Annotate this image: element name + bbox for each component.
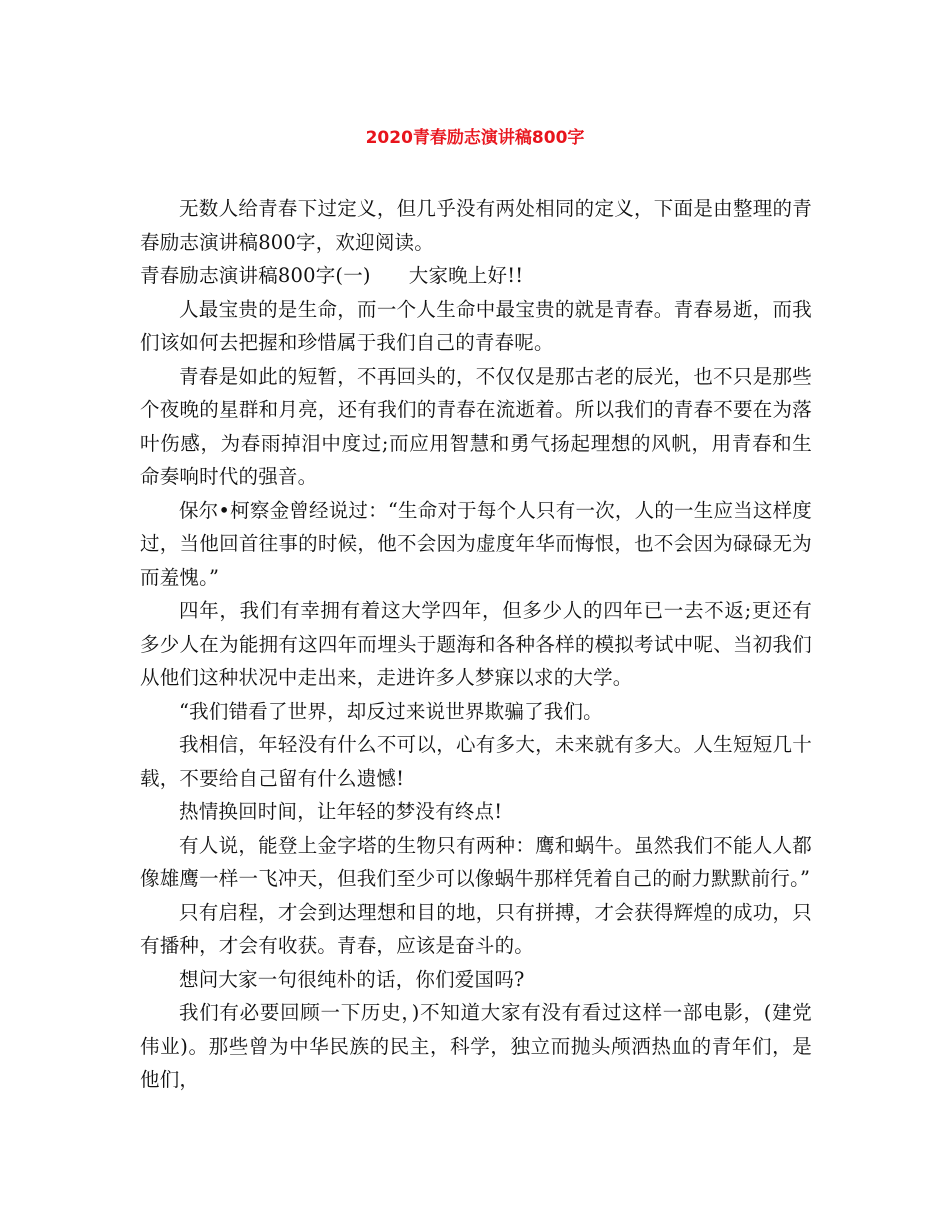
document-title: 2020青春励志演讲稿800字 (365, 128, 585, 148)
greeting: 大家晚上好!! (408, 264, 524, 287)
section-heading-line (140, 259, 812, 293)
intro-paragraph: 无数人给青春下过定义，但几乎没有两处相同的定义，下面是由整理的青春励志演讲稿800字，欢迎阅读。 (140, 197, 812, 254)
body-paragraph: “我们错看了世界，却反过来说世界欺骗了我们。 (179, 699, 603, 723)
body-paragraph: 只有启程，才会到达理想和目的地，只有拼搏，才会获得辉煌的成功，只有播种，才会有收获。青春，应该是奋斗的。 (140, 900, 812, 957)
body-paragraph: 青春是如此的短暂，不再回头的，不仅仅是那古老的辰光，也不只是那些个夜晚的星群和月亮，还有我们的青春在流逝着。所以我们的青春不要在为落叶伤感，为春雨掉泪中度过;而应用智慧和勇气扬起理想的风帆，用青春和生命奏响时代的强音。 (140, 364, 812, 488)
document-body (140, 192, 812, 1097)
body-paragraph: 我相信，年轻没有什么不可以，心有多大，未来就有多大。人生短短几十载，不要给自己留有什么遗憾! (140, 733, 812, 790)
section-heading: 青春励志演讲稿800字(一) (140, 264, 371, 287)
body-paragraph: 人最宝贵的是生命，而一个人生命中最宝贵的就是青春。青春易逝，而我们该如何去把握和珍惜属于我们自己的青春呢。 (140, 297, 812, 354)
body-paragraph: 热情换回时间，让年轻的梦没有终点! (179, 800, 503, 823)
body-paragraph: 想问大家一句很纯朴的话，你们爱国吗? (179, 967, 525, 991)
body-paragraph: 有人说，能登上金字塔的生物只有两种：鹰和蜗牛。虽然我们不能人人都像雄鹰一样一飞冲天，但我们至少可以像蜗牛那样凭着自己的耐力默默前行。” (140, 833, 812, 890)
body-paragraph: 我们有必要回顾一下历史，)不知道大家有没有看过这样一部电影，(建党伟业)。那些曾为中华民族的民主，科学，独立而抛头颅洒热血的青年们，是他们， (140, 1001, 812, 1091)
body-paragraph: 保尔•柯察金曾经说过：“生命对于每个人只有一次，人的一生应当这样度过，当他回首往事的时候，他不会因为虚度年华而悔恨，也不会因为碌碌无为而羞愧。” (140, 498, 812, 589)
body-paragraph: 四年，我们有幸拥有着这大学四年，但多少人的四年已一去不返;更还有多少人在为能拥有这四年而埋头于题海和各种各样的模拟考试中呢、当初我们从他们这种状况中走出来，走进许多人梦寐以求的大学。 (140, 599, 812, 689)
